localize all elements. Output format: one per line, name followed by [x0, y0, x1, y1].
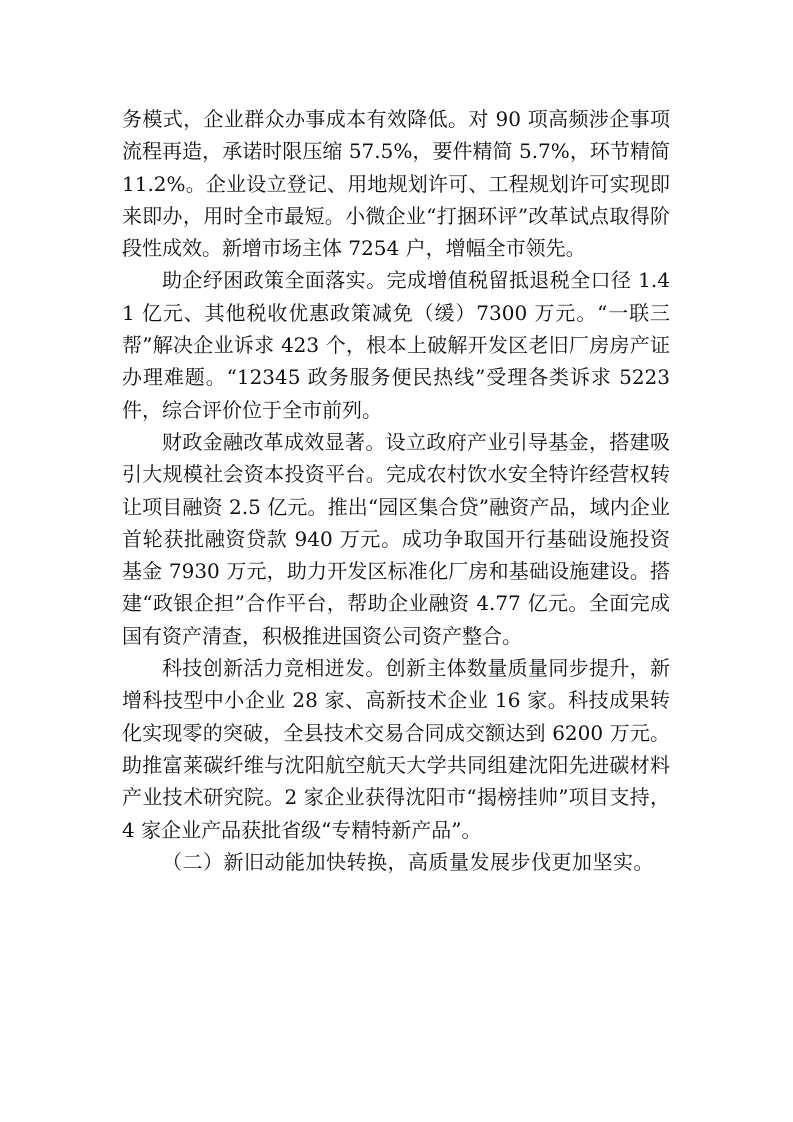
paragraph-enterprise-relief: 助企纾困政策全面落实。完成增值税留抵退税全口径 1.41 亿元、其他税收优惠政策减免（缓）7300 万元。“一联三帮”解决企业诉求 423 个，根本上破解开发区老旧厂房房产证办理难题。“12345 政务服务便民热线”受理各类诉求 5223 件，综合评价位于全市前列。	[122, 268, 670, 422]
paragraph-tech-innovation: 科技创新活力竞相迸发。创新主体数量质量同步提升，新增科技型中小企业 28 家、高新技术企业 16 家。科技成果转化实现零的突破，全县技术交易合同成交额达到 6200 万元。助推富莱碳纤维与沈阳航空航天大学共同组建沈阳先进碳材料产业技术研究院。2 家企业获得沈阳市“揭榜挂帅”项目支持，4 家企业产品获批省级“专精特新产品”。	[122, 656, 670, 842]
paragraph-continuation: 务模式，企业群众办事成本有效降低。对 90 项高频涉企事项流程再造，承诺时限压缩 57.5%，要件精简 5.7%，环节精简 11.2%。企业设立登记、用地规划许可、工程规划许可实现即来即办，用时全市最短。小微企业“打捆环评”改革试点取得阶段性成效。新增市场主体 7254 户，增幅全市领先。	[122, 107, 670, 261]
section-heading: （二）新旧动能加快转换，高质量发展步伐更加坚实。	[162, 849, 654, 874]
paragraph-finance-reform: 财政金融改革成效显著。设立政府产业引导基金，搭建吸引大规模社会资本投资平台。完成农村饮水安全特许经营权转让项目融资 2.5 亿元。推出“园区集合贷”融资产品，域内企业首轮获批融资贷款 940 万元。成功争取国开行基础设施投资基金 7930 万元，助力开发区标准化厂房和基础设施建设。搭建“政银企担”合作平台，帮助企业融资 4.77 亿元。全面完成国有资产清查，积极推进国资公司资产整合。	[122, 429, 670, 648]
document-body	[122, 103, 670, 878]
